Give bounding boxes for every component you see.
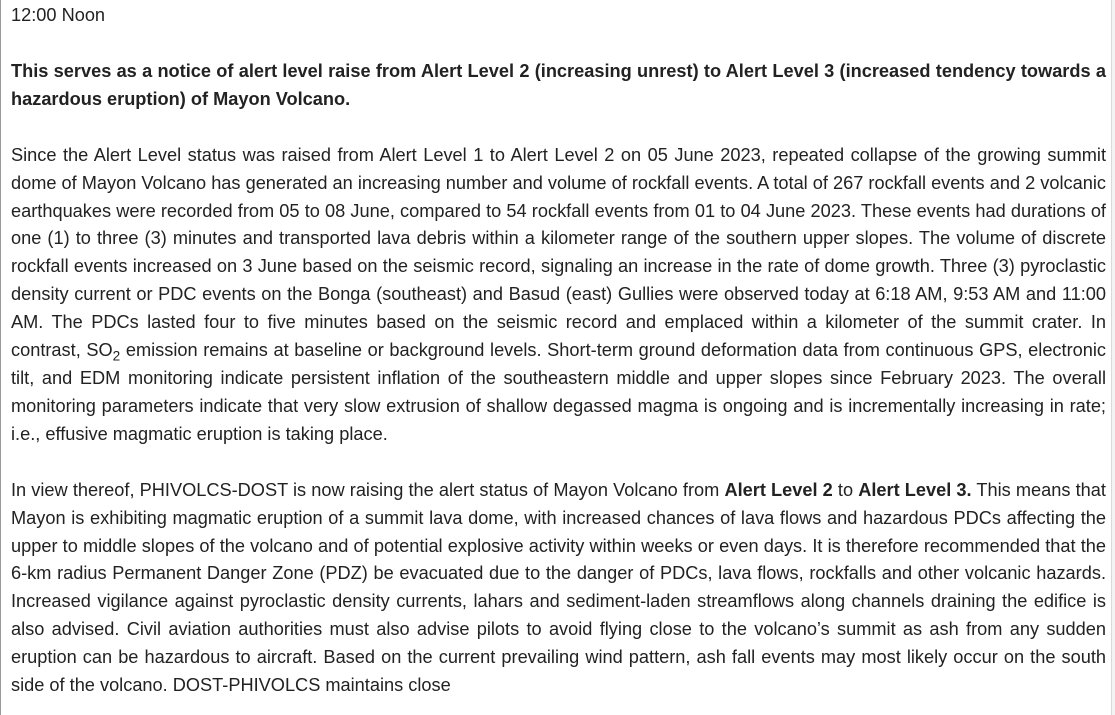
recommendation-paragraph	[11, 477, 1106, 700]
alert-notice: This serves as a notice of alert level raise from Alert Level 2 (increasing unrest) to Alert Level 3 (increased tendency towards a hazardous eruption) of Mayon Volcano.	[11, 60, 1106, 109]
bulletin-body	[11, 2, 1106, 700]
page-right-edge	[1111, 0, 1115, 715]
bulletin-time: 12:00 Noon	[11, 5, 106, 25]
recommendation-text: This means that Mayon is exhibiting magmatic eruption of a summit lava dome, with increased chances of lava flows and hazardous PDCs affecting the upper to middle slopes of the volcano and of potential explosive activity within weeks or even days. It is therefore recommended that the 6-km radius Permanent Danger Zone (PDZ) be evacuated due to the danger of PDCs, lava flows, rockfalls and other volcanic hazards. Increased vigilance against pyroclastic density currents, lahars and sediment-laden streamflows along channels draining the edifice is also advised. Civil aviation authorities must also advise pilots to avoid flying close to the volcano’s summit as ash from any sudden eruption can be hazardous to aircraft. Based on the current prevailing wind pattern, ash fall events may most likely occur on the south side of the volcano. DOST-PHIVOLCS maintains close	[11, 479, 1106, 696]
observation-text-part1: Since the Alert Level status was raised from Alert Level 1 to Alert Level 2 on 05 June 2023, repeated collapse of the growing summit dome of Mayon Volcano has generated an increasing number and volume of rockfall events. A total of 267 rockfall events and 2 volcanic earthquakes were recorded from 05 to 08 June, compared to 54 rockfall events from 01 to 04 June 2023. These events had durations of one (1) to three (3) minutes and transported lava debris within a kilometer range of the southern upper slopes. The volume of discrete rockfall events increased on 3 June based on the seismic record, signaling an increase in the rate of dome growth. Three (3) pyroclastic density current or PDC events on the Bonga (southeast) and Basud (east) Gullies were observed today at 6:18 AM, 9:53 AM and 11:00 AM. The PDCs lasted four to five minutes based on the seismic record and emplaced within a kilometer of the summit crater. In contrast,	[11, 144, 1106, 361]
observation-paragraph	[11, 142, 1106, 449]
to-alert-level: Alert Level 3.	[858, 479, 972, 500]
so2-base: SO	[86, 340, 113, 361]
level-connector: to	[832, 479, 859, 500]
from-alert-level: Alert Level 2	[724, 479, 833, 500]
observation-text-part2: emission remains at baseline or background levels. Short-term ground deformation data from continuous GPS, electronic tilt, and EDM monitoring indicate persistent inflation of the southeastern middle and upper slopes since February 2023. The overall monitoring parameters indicate that very slow extrusion of shallow degassed magma is ongoing and is incrementally increasing in rate; i.e., effusive magmatic eruption is taking place.	[11, 340, 1106, 444]
recommendation-intro: In view thereof, PHIVOLCS-DOST is now raising the alert status of Mayon Volcano from	[11, 479, 725, 500]
so2-subscript: 2	[112, 348, 121, 364]
so2-label	[86, 340, 121, 364]
